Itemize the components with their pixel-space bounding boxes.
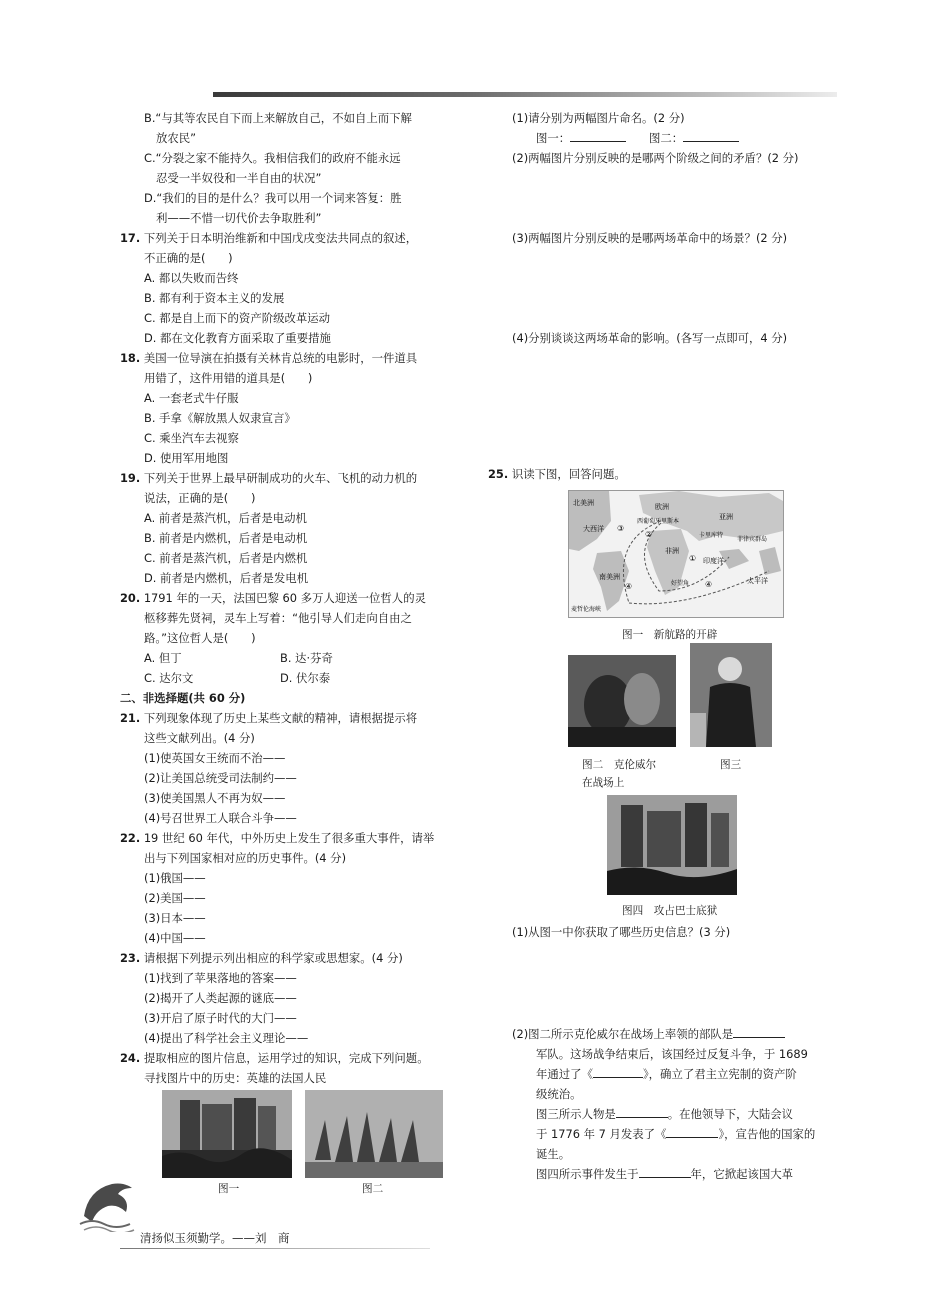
q23-stem bbox=[120, 948, 470, 968]
q24-part3: (3)两幅图片分别反映的是哪两场革命中的场景？(2 分) bbox=[512, 231, 788, 245]
q23-item-2: (2)揭开了人类起源的谜底—— bbox=[144, 991, 297, 1005]
q21-item-2: (2)让美国总统受司法制约—— bbox=[144, 771, 297, 785]
q18-line1: 美国一位导演在拍摄有关林肯总统的电影时，一件道具 bbox=[143, 351, 418, 365]
q22-line2: 出与下列国家相对应的历史事件。(4 分) bbox=[144, 851, 347, 865]
q19-option-d: D. 前者是内燃机，后者是发电机 bbox=[144, 571, 309, 585]
q17-number: 17. bbox=[120, 231, 141, 245]
q21-stem bbox=[120, 708, 470, 728]
bastille-storming-illustration bbox=[607, 795, 737, 895]
q22-stem bbox=[120, 828, 470, 848]
q24-part1-fig2-blank[interactable] bbox=[683, 141, 739, 142]
q20-line2: 柩移葬先贤祠，灵车上写着：“他引导人们走向自由之 bbox=[144, 611, 412, 625]
q23-number: 23. bbox=[120, 951, 141, 965]
washington-portrait-image bbox=[690, 643, 772, 747]
q23-item-4: (4)提出了科学社会主义理论—— bbox=[144, 1031, 309, 1045]
q16-option-b: B.“与其等农民自下而上来解放自己，不如自上而下解 bbox=[144, 111, 412, 125]
q25-part4-line1 bbox=[512, 1164, 842, 1184]
cromwell-battlefield-image bbox=[568, 655, 676, 747]
q25-part3-person-blank[interactable] bbox=[616, 1117, 668, 1118]
q21-number: 21. bbox=[120, 711, 141, 725]
q24-line2: 寻找图片中的历史：英雄的法国人民 bbox=[144, 1071, 327, 1085]
q19-option-a: A. 前者是蒸汽机，后者是电动机 bbox=[144, 511, 307, 525]
q20-line1: 1791 年的一天，法国巴黎 60 多万人迎送一位哲人的灵 bbox=[143, 591, 426, 605]
cromwell-painting bbox=[568, 655, 676, 747]
header-rule bbox=[213, 92, 837, 97]
q18-stem bbox=[120, 348, 470, 368]
q25-part3-line3: 诞生。 bbox=[536, 1147, 571, 1161]
q25-part3-document-blank[interactable] bbox=[666, 1137, 718, 1138]
q24-part1: (1)请分别为两幅图片命名。(2 分) bbox=[512, 111, 685, 125]
map-label-africa: 非洲 bbox=[665, 547, 679, 555]
q24-part1-fig2-label: 图二： bbox=[648, 131, 684, 145]
q17-stem bbox=[120, 228, 470, 248]
map-label-magellan: 麦哲伦海峡 bbox=[571, 606, 602, 613]
q25-figure-2-caption-cont: 在战场上 bbox=[582, 777, 625, 789]
map-label-indian-ocean: 印度洋 bbox=[703, 557, 724, 565]
q18-number: 18. bbox=[120, 351, 141, 365]
q24-part1-fig1-blank[interactable] bbox=[570, 141, 626, 142]
dolphin-icon bbox=[78, 1176, 138, 1232]
q21-line2: 这些文献列出。(4 分) bbox=[144, 731, 255, 745]
q25-part2-line4: 级统治。 bbox=[536, 1087, 582, 1101]
footer-motto: 清扬似玉须勤学。——刘 商 bbox=[140, 1231, 290, 1245]
q25-figure-1-caption: 图一 新航路的开辟 bbox=[622, 629, 718, 641]
q25-part2-l3-post: 》，确立了君主立宪制的资产阶 bbox=[642, 1067, 797, 1081]
q25-questions bbox=[512, 922, 842, 1184]
map-route-4a: ④ bbox=[625, 582, 633, 591]
q25-part2-line2: 军队。这场战争结束后，该国经过反复斗争，于 1689 bbox=[536, 1047, 808, 1061]
q20-option-d: D. 伏尔泰 bbox=[280, 671, 331, 685]
q18-line2: 用错了，这件用错的道具是( ) bbox=[144, 371, 313, 385]
q19-line1: 下列关于世界上最早研制成功的火车、飞机的动力机的 bbox=[143, 471, 418, 485]
q22-item-2: (2)美国—— bbox=[144, 891, 206, 905]
section-heading-nonchoice: 二、非选择题(共 60 分) bbox=[120, 691, 246, 705]
q25-stem bbox=[488, 466, 626, 482]
q16-option-d: D.“我们的目的是什么？我可以用一个词来答复：胜 bbox=[144, 191, 402, 205]
q25-part3-l1-post: 。在他领导下，大陆会议 bbox=[667, 1107, 794, 1121]
q21-item-3: (3)使美国黑人不再为奴—— bbox=[144, 791, 286, 805]
q23-item-1: (1)找到了苹果落地的答案—— bbox=[144, 971, 297, 985]
map-label-pacific: 太平洋 bbox=[747, 577, 768, 585]
dolphin-logo bbox=[78, 1176, 138, 1232]
q17-line1: 下列关于日本明治维新和中国戊戌变法共同点的叙述， bbox=[143, 231, 418, 245]
map-label-asia: 亚洲 bbox=[719, 513, 733, 521]
q24-figure-2-caption: 图二 bbox=[362, 1183, 384, 1195]
q24-line1: 提取相应的图片信息，运用学过的知识，完成下列问题。 bbox=[143, 1051, 429, 1065]
q21-item-4: (4)号召世界工人联合斗争—— bbox=[144, 811, 297, 825]
q23-item-3: (3)开启了原子时代的大门—— bbox=[144, 1011, 297, 1025]
map-label-lisbon: 西葡萄牙里斯本 bbox=[637, 518, 680, 525]
q22-item-3: (3)日本—— bbox=[144, 911, 206, 925]
q21-line1: 下列现象体现了历史上某些文献的精神，请根据提示将 bbox=[143, 711, 418, 725]
q16-option-d-cont: 利——不惜一切代价去争取胜利” bbox=[156, 211, 322, 225]
q25-part3-l1-pre: 图三所示人物是 bbox=[536, 1107, 616, 1121]
map-route-3: ③ bbox=[617, 524, 625, 533]
q25-part3-line2 bbox=[512, 1124, 842, 1144]
q25-figure-4-caption: 图四 攻占巴士底狱 bbox=[622, 905, 718, 917]
storming-bastille-image bbox=[607, 795, 737, 895]
footer-rule bbox=[120, 1248, 430, 1249]
q19-number: 19. bbox=[120, 471, 141, 485]
map-label-north-america: 北美洲 bbox=[573, 499, 594, 507]
q20-line3: 路。”这位哲人是( ) bbox=[144, 631, 256, 645]
q16-option-b-cont: 放农民” bbox=[156, 131, 197, 145]
q19-line2: 说法，正确的是( ) bbox=[144, 491, 256, 505]
q25-part2-bill-blank[interactable] bbox=[593, 1077, 643, 1078]
q24-part2: (2)两幅图片分别反映的是哪两个阶级之间的矛盾？(2 分) bbox=[512, 151, 799, 165]
map-label-atlantic: 大西洋 bbox=[583, 525, 604, 533]
q20-stem bbox=[120, 588, 470, 608]
q24-number: 24. bbox=[120, 1051, 141, 1065]
q25-part2-line3 bbox=[512, 1064, 842, 1084]
q18-option-c: C. 乘坐汽车去视察 bbox=[144, 431, 239, 445]
q25-part2-l3-pre: 年通过了《 bbox=[536, 1067, 593, 1081]
q22-item-4: (4)中国—— bbox=[144, 931, 206, 945]
q25-part4-year-blank[interactable] bbox=[639, 1177, 691, 1178]
map-label-calicut: 卡里库特 bbox=[699, 532, 724, 539]
q25-figure-3-caption: 图三 bbox=[720, 759, 742, 771]
q25-part2-text: (2)图二所示克伦威尔在战场上率领的部队是 bbox=[512, 1027, 734, 1041]
q18-option-b: B. 手拿《解放黑人奴隶宣言》 bbox=[144, 411, 296, 425]
new-sea-routes-map bbox=[568, 490, 784, 618]
q25-part1-answer-space[interactable] bbox=[512, 942, 842, 1024]
q25-part4-l1-pre: 图四所示事件发生于 bbox=[536, 1167, 639, 1181]
map-label-europe: 欧洲 bbox=[655, 503, 669, 511]
q23-line1: 请根据下列提示列出相应的科学家或思想家。(4 分) bbox=[143, 951, 403, 965]
q22-line1: 19 世纪 60 年代，中外历史上发生了很多重大事件，请举 bbox=[143, 831, 435, 845]
q25-part3-line1 bbox=[512, 1104, 842, 1124]
q20-options-row2 bbox=[120, 668, 470, 688]
q24-part3-answer-space[interactable] bbox=[488, 248, 838, 328]
q24-part4: (4)分别谈谈这两场革命的影响。(各写一点即可，4 分) bbox=[512, 331, 788, 345]
q25-figure-2-caption: 图二 克伦威尔 bbox=[582, 759, 657, 771]
q16-option-c: C.“分裂之家不能持久。我相信我们的政府不能永远 bbox=[144, 151, 401, 165]
left-column bbox=[120, 108, 470, 1088]
q24-figure-1-image bbox=[162, 1090, 292, 1178]
q22-item-1: (1)俄国—— bbox=[144, 871, 206, 885]
q24-stem bbox=[120, 1048, 470, 1068]
map-label-philippines: 菲律宾群岛 bbox=[737, 536, 768, 543]
q17-option-c: C. 都是自上而下的资产阶级改革运动 bbox=[144, 311, 331, 325]
q22-number: 22. bbox=[120, 831, 141, 845]
q17-option-b: B. 都有利于资本主义的发展 bbox=[144, 291, 285, 305]
q17-line2: 不正确的是( ) bbox=[144, 251, 233, 265]
q18-option-d: D. 使用军用地图 bbox=[144, 451, 229, 465]
q19-option-c: C. 前者是蒸汽机，后者是内燃机 bbox=[144, 551, 308, 565]
q24-figure-2-image bbox=[305, 1090, 443, 1178]
q24-part1-fig1-label: 图一： bbox=[536, 131, 571, 145]
map-route-2: ② bbox=[645, 530, 653, 539]
q19-option-b: B. 前者是内燃机，后者是电动机 bbox=[144, 531, 308, 545]
q20-option-c: C. 达尔文 bbox=[144, 671, 194, 685]
q20-option-a: A. 但丁 bbox=[144, 651, 182, 665]
right-column bbox=[488, 108, 838, 348]
q17-option-d: D. 都在文化教育方面采取了重要措施 bbox=[144, 331, 331, 345]
q16-option-c-cont: 忍受一半奴役和一半自由的状况” bbox=[156, 171, 322, 185]
q20-options-row1 bbox=[120, 648, 470, 668]
bastille-engraving-image bbox=[162, 1090, 292, 1178]
map-route-1: ① bbox=[689, 554, 697, 563]
q25-part4-l1-post: 年，它掀起该国大革 bbox=[690, 1167, 794, 1181]
q19-stem bbox=[120, 468, 470, 488]
map-label-south-america: 南美洲 bbox=[599, 573, 620, 581]
washington-portrait bbox=[690, 643, 772, 747]
q25-part3-l2-pre: 于 1776 年 7 月发表了《 bbox=[536, 1127, 667, 1141]
q17-option-a: A. 都以失败而告终 bbox=[144, 271, 239, 285]
q21-item-1: (1)使英国女王统而不治—— bbox=[144, 751, 286, 765]
q25-part2-line1 bbox=[512, 1024, 842, 1044]
q25-part2-army-blank[interactable] bbox=[733, 1037, 785, 1038]
q24-part2-answer-space[interactable] bbox=[488, 168, 838, 228]
map-label-cape: 好望角 bbox=[671, 580, 690, 587]
q25-part1: (1)从图一中你获取了哪些历史信息？(3 分) bbox=[512, 925, 731, 939]
q18-option-a: A. 一套老式牛仔服 bbox=[144, 391, 239, 405]
q20-option-b: B. 达·芬奇 bbox=[280, 651, 333, 665]
q20-number: 20. bbox=[120, 591, 141, 605]
q25-number: 25. bbox=[488, 467, 509, 481]
q24-figure-1-caption: 图一 bbox=[218, 1183, 240, 1195]
q24-part1-answers bbox=[488, 128, 838, 148]
relief-sculpture-image bbox=[305, 1090, 443, 1178]
map-route-4b: ④ bbox=[705, 580, 713, 589]
map-illustration bbox=[569, 491, 783, 617]
q25-line1: 识读下图，回答问题。 bbox=[511, 467, 626, 481]
q25-part3-l2-post: 》，宣告他的国家的 bbox=[718, 1127, 816, 1141]
